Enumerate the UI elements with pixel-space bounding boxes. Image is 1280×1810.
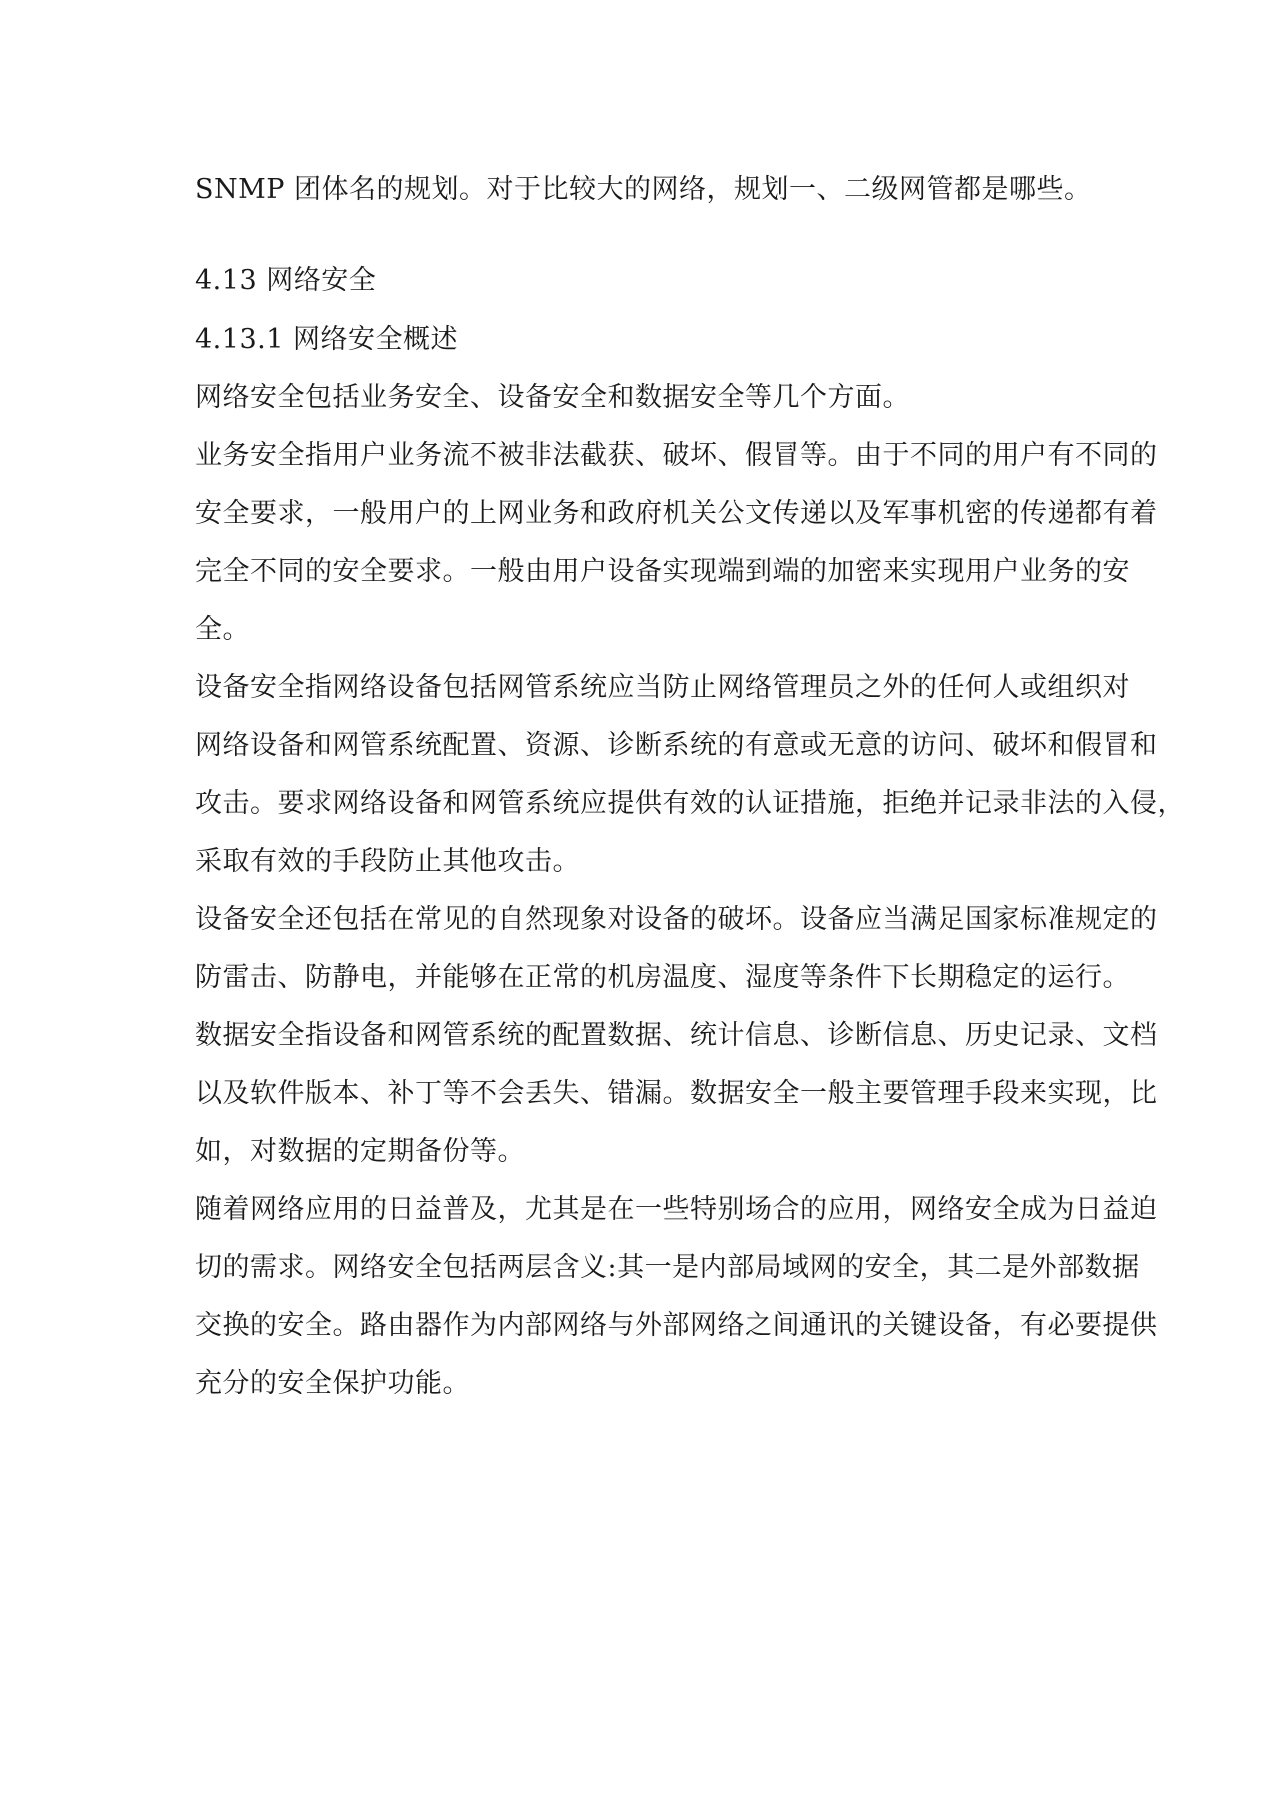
paragraph-network-security-line-1: 随着网络应用的日益普及，尤其是在一些特别场合的应用，网络安全成为日益迫 [195, 1194, 1158, 1225]
paragraph-natural-protection-line-2: 防雷击、防静电，并能够在正常的机房温度、湿度等条件下长期稳定的运行。 [195, 962, 1130, 993]
paragraph-business-security-line-2: 安全要求，一般用户的上网业务和政府机关公文传递以及军事机密的传递都有着 [195, 498, 1158, 529]
paragraph-data-security-line-1: 数据安全指设备和网管系统的配置数据、统计信息、诊断信息、历史记录、文档 [195, 1020, 1158, 1051]
paragraph-business-security-line-3: 完全不同的安全要求。一般由用户设备实现端到端的加密来实现用户业务的安 [195, 556, 1130, 587]
paragraph-data-security-line-2: 以及软件版本、补丁等不会丢失、错漏。数据安全一般主要管理手段来实现，比 [195, 1078, 1158, 1109]
subsection-heading-4-13-1: 4.13.1 网络安全概述 [195, 324, 458, 355]
paragraph-network-security-line-3: 交换的安全。路由器作为内部网络与外部网络之间通讯的关键设备，有必要提供 [195, 1310, 1158, 1341]
paragraph-network-security-line-4: 充分的安全保护功能。 [195, 1368, 470, 1399]
paragraph-device-security-line-3: 攻击。要求网络设备和网管系统应提供有效的认证措施，拒绝并记录非法的入侵， [195, 788, 1185, 819]
paragraph-natural-protection-line-1: 设备安全还包括在常见的自然现象对设备的破坏。设备应当满足国家标准规定的 [195, 904, 1158, 935]
paragraph-data-security-line-3: 如，对数据的定期备份等。 [195, 1136, 525, 1167]
section-heading-4-13: 4.13 网络安全 [195, 265, 377, 296]
paragraph-business-security-line-4: 全。 [195, 614, 250, 645]
paragraph-device-security-line-1: 设备安全指网络设备包括网管系统应当防止网络管理员之外的任何人或组织对 [195, 672, 1130, 703]
paragraph-device-security-line-4: 采取有效的手段防止其他攻击。 [195, 846, 580, 877]
paragraph-business-security-line-1: 业务安全指用户业务流不被非法截获、破坏、假冒等。由于不同的用户有不同的 [195, 440, 1158, 471]
paragraph-network-security-line-2: 切的需求。网络安全包括两层含义:其一是内部局域网的安全，其二是外部数据 [195, 1252, 1140, 1283]
paragraph-intro: 网络安全包括业务安全、设备安全和数据安全等几个方面。 [195, 382, 910, 413]
paragraph-device-security-line-2: 网络设备和网管系统配置、资源、诊断系统的有意或无意的访问、破坏和假冒和 [195, 730, 1158, 761]
paragraph-snmp-planning: SNMP 团体名的规划。对于比较大的网络，规划一、二级网管都是哪些。 [195, 174, 1092, 205]
